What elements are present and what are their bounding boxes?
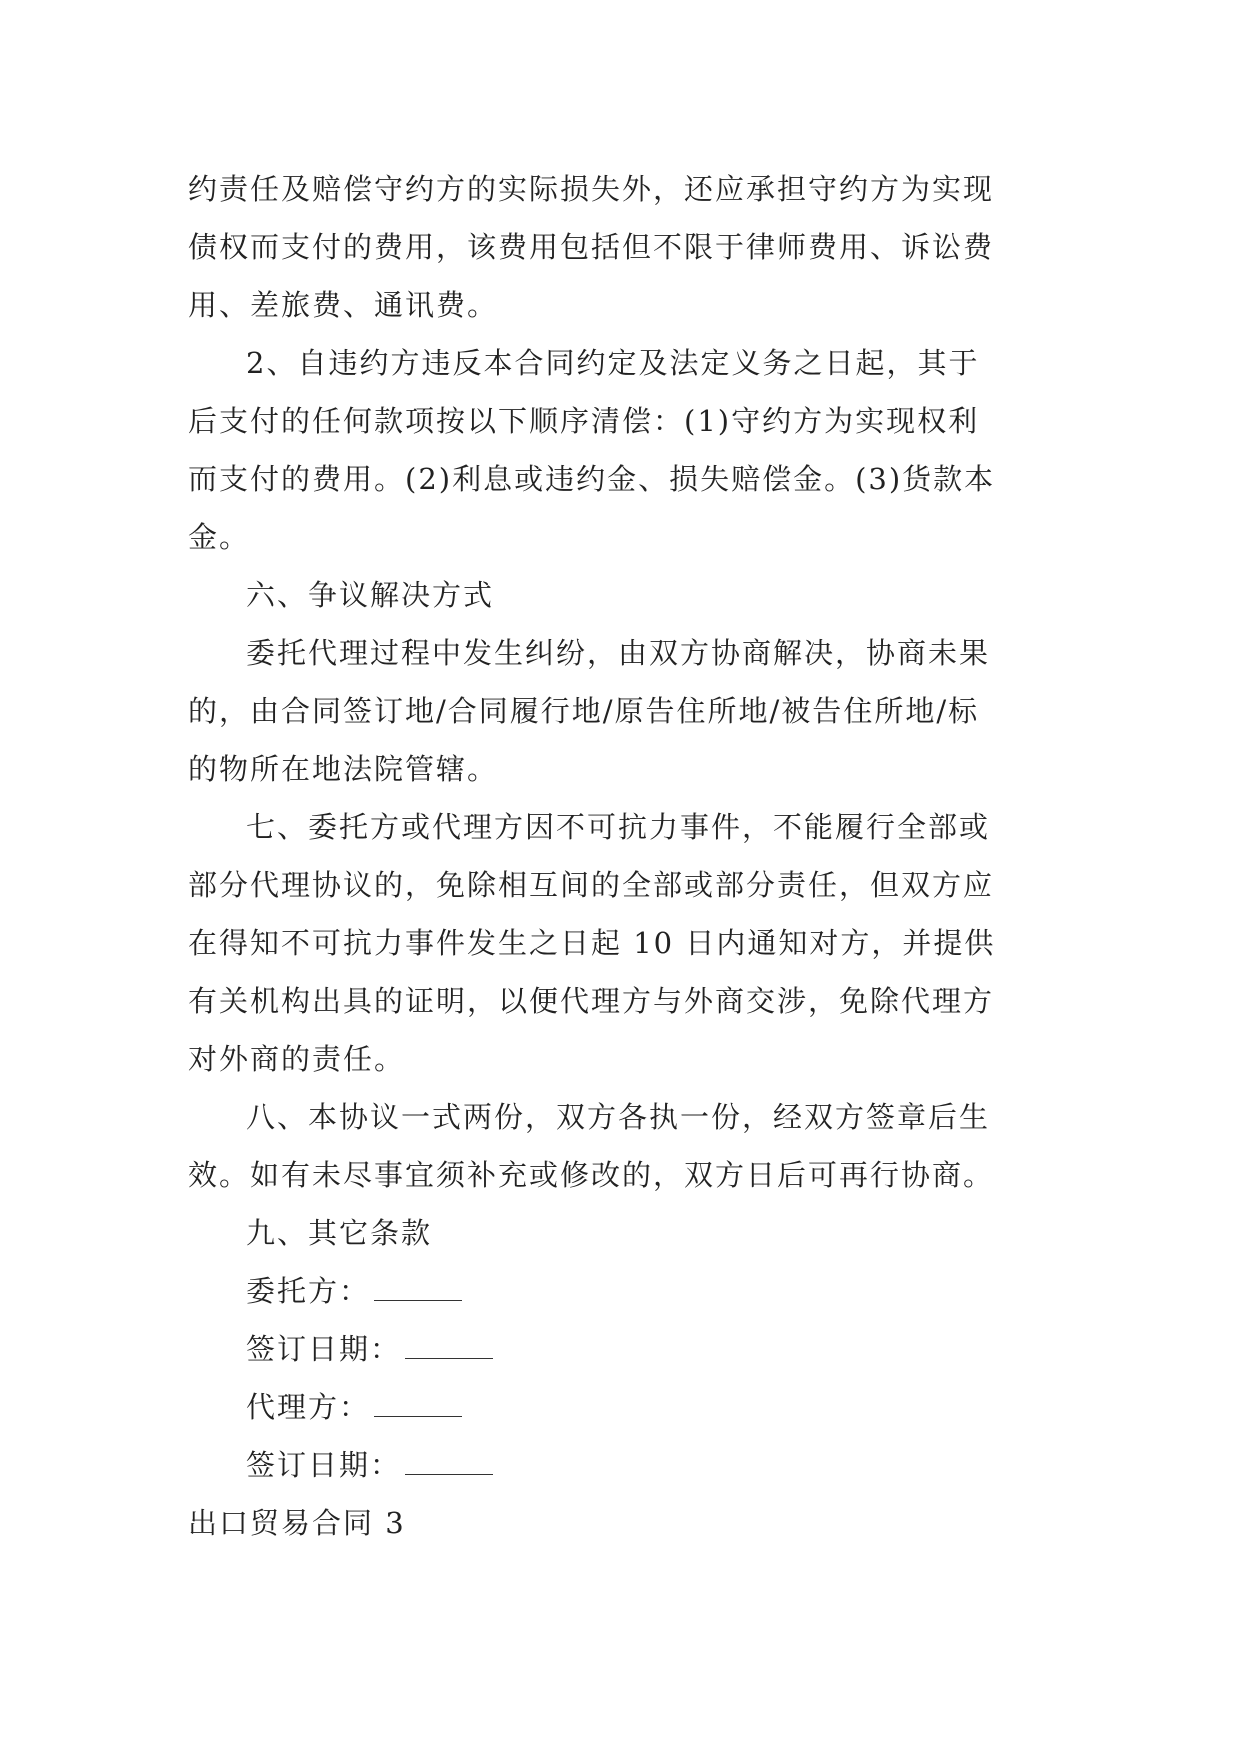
- text-line: 债权而支付的费用，该费用包括但不限于律师费用、诉讼费: [188, 230, 995, 264]
- text-line: 八、本协议一式两份，双方各执一份，经双方签章后生: [246, 1100, 991, 1134]
- signature-label: 委托方：: [246, 1274, 371, 1308]
- text-line: 而支付的费用。(2)利息或违约金、损失赔偿金。(3)货款本: [188, 462, 996, 496]
- text-line: 用、差旅费、通讯费。: [188, 288, 499, 322]
- next-document-title: 出口贸易合同 3: [188, 1506, 406, 1540]
- paragraph-liability: [188, 160, 1068, 334]
- paragraph-force-majeure: [188, 798, 1068, 1088]
- text-line: 的，由合同签订地/合同履行地/原告住所地/被告住所地/标: [188, 694, 980, 728]
- signature-agent: [188, 1378, 1068, 1436]
- signature-date-principal: [188, 1320, 1068, 1378]
- text-line: 在得知不可抗力事件发生之日起 10 日内通知对方，并提供: [188, 926, 996, 960]
- text-line: 有关机构出具的证明，以便代理方与外商交涉，免除代理方: [188, 984, 995, 1018]
- signature-label: 签订日期：: [246, 1332, 402, 1366]
- paragraph-copies: [188, 1088, 1068, 1204]
- text-line: 对外商的责任。: [188, 1042, 406, 1076]
- signature-principal: [188, 1262, 1068, 1320]
- text-line: 六、争议解决方式: [246, 578, 495, 612]
- paragraph-payment-order: [188, 334, 1068, 566]
- signature-blank-line: [374, 1300, 462, 1301]
- text-line: 七、委托方或代理方因不可抗力事件，不能履行全部或: [246, 810, 991, 844]
- signature-date-agent: [188, 1436, 1068, 1494]
- text-line: 效。如有未尽事宜须补充或修改的，双方日后可再行协商。: [188, 1158, 995, 1192]
- text-line: 九、其它条款: [246, 1216, 433, 1250]
- section-heading-dispute: [188, 566, 1068, 624]
- signature-label: 签订日期：: [246, 1448, 402, 1482]
- text-line: 2、自违约方违反本合同约定及法定义务之日起，其于: [246, 346, 980, 380]
- text-line: 后支付的任何款项按以下顺序清偿：(1)守约方为实现权利: [188, 404, 980, 438]
- document-body: [188, 160, 1068, 1552]
- text-line: 约责任及赔偿守约方的实际损失外，还应承担守约方为实现: [188, 172, 995, 206]
- text-line: 部分代理协议的，免除相互间的全部或部分责任，但双方应: [188, 868, 995, 902]
- signature-blank-line: [405, 1358, 493, 1359]
- text-line: 委托代理过程中发生纠纷，由双方协商解决，协商未果: [246, 636, 991, 670]
- paragraph-dispute: [188, 624, 1068, 798]
- signature-label: 代理方：: [246, 1390, 371, 1424]
- signature-blank-line: [405, 1474, 493, 1475]
- text-line: 的物所在地法院管辖。: [188, 752, 499, 786]
- text-line: 金。: [188, 520, 251, 554]
- signature-blank-line: [374, 1416, 462, 1417]
- section-heading-other-terms: [188, 1204, 1068, 1262]
